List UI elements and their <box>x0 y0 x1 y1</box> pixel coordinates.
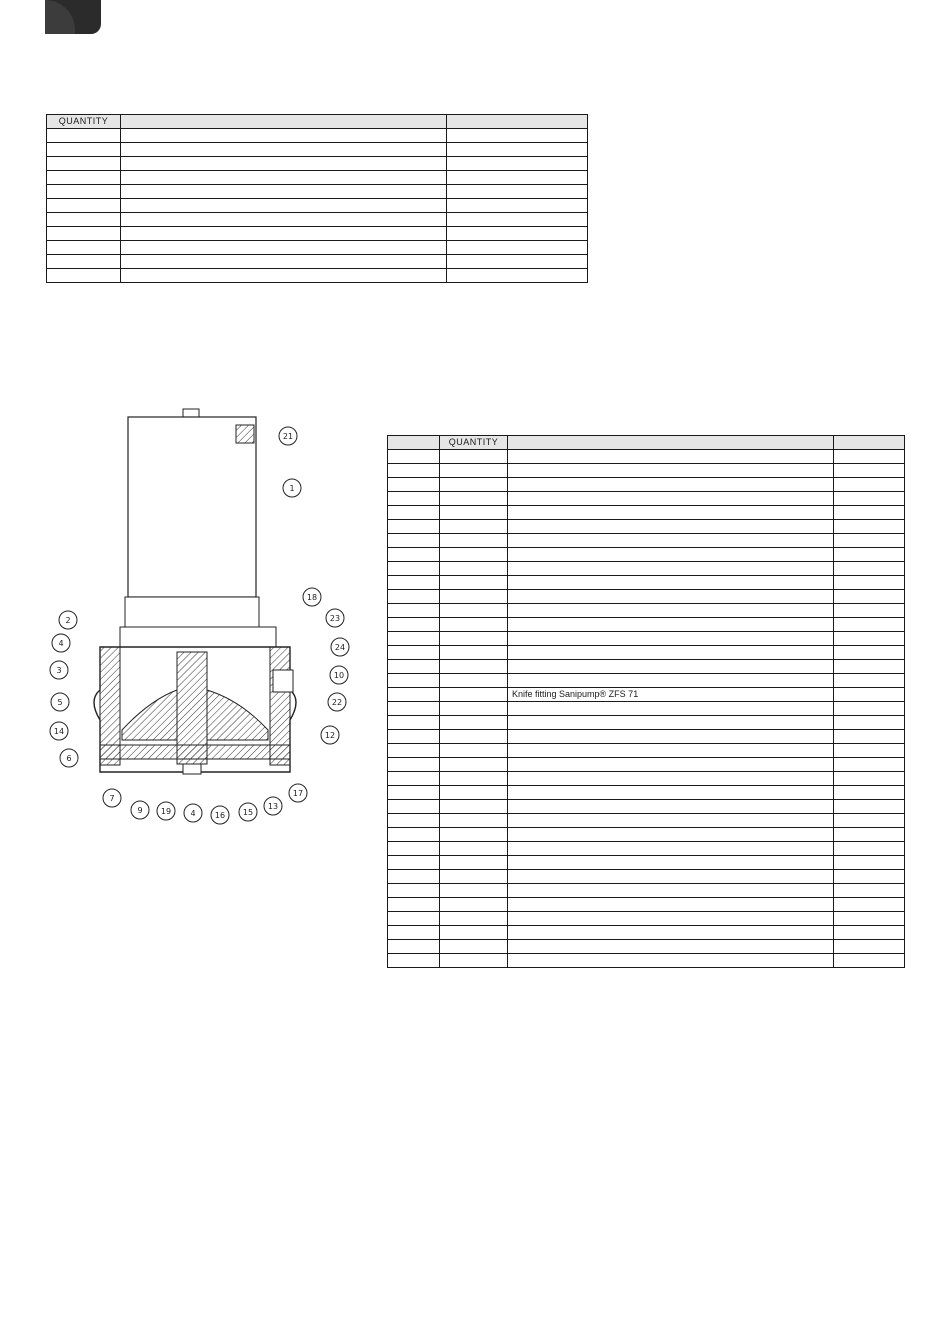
description-cell <box>508 618 834 632</box>
callout-label: 23 <box>329 614 341 623</box>
motor-cap <box>183 409 199 417</box>
description-cell <box>508 604 834 618</box>
position-cell <box>388 828 440 842</box>
code-cell <box>447 129 588 143</box>
callout-label: 17 <box>292 789 304 798</box>
quantity-cell <box>440 702 508 716</box>
quantity-cell <box>440 884 508 898</box>
description-cell <box>508 884 834 898</box>
callout-label: 10 <box>333 671 345 680</box>
description-cell <box>121 171 447 185</box>
quantity-cell <box>440 940 508 954</box>
table-row <box>47 227 588 241</box>
table-row <box>388 548 905 562</box>
table-row <box>388 744 905 758</box>
quantity-cell <box>440 632 508 646</box>
table-row <box>388 786 905 800</box>
callout-label: 3 <box>56 666 62 675</box>
code-cell <box>834 800 905 814</box>
code-cell <box>834 828 905 842</box>
table-row <box>388 576 905 590</box>
side-fitting <box>273 670 293 692</box>
quantity-cell <box>440 800 508 814</box>
table-row <box>388 940 905 954</box>
quantity-cell <box>440 506 508 520</box>
description-cell <box>508 534 834 548</box>
motor-base-band <box>125 597 259 627</box>
description-cell <box>508 590 834 604</box>
quantity-cell <box>47 157 121 171</box>
code-cell <box>834 730 905 744</box>
code-cell <box>834 506 905 520</box>
table-row <box>388 674 905 688</box>
position-cell <box>388 674 440 688</box>
position-cell <box>388 730 440 744</box>
callout-label: 19 <box>160 807 172 816</box>
description-cell <box>508 702 834 716</box>
code-cell <box>834 870 905 884</box>
quantity-cell <box>440 870 508 884</box>
quantity-cell <box>440 828 508 842</box>
code-cell <box>834 548 905 562</box>
code-cell <box>834 632 905 646</box>
quantity-cell <box>47 213 121 227</box>
position-header <box>388 436 440 450</box>
quantity-cell <box>440 646 508 660</box>
table-row <box>47 129 588 143</box>
description-cell <box>508 856 834 870</box>
code-cell <box>834 604 905 618</box>
description-cell <box>508 674 834 688</box>
code-cell <box>447 185 588 199</box>
description-cell <box>508 506 834 520</box>
description-cell <box>508 450 834 464</box>
position-cell <box>388 870 440 884</box>
table-row <box>388 562 905 576</box>
description-cell <box>508 646 834 660</box>
table-header-row <box>47 115 588 129</box>
description-cell <box>508 828 834 842</box>
quantity-cell <box>440 450 508 464</box>
callout-label: 24 <box>334 643 346 652</box>
position-cell <box>388 772 440 786</box>
table-row <box>388 800 905 814</box>
position-cell <box>388 576 440 590</box>
description-cell <box>508 954 834 968</box>
table-row <box>47 241 588 255</box>
description-cell <box>508 772 834 786</box>
position-cell <box>388 758 440 772</box>
description-cell <box>508 660 834 674</box>
quantity-cell <box>440 618 508 632</box>
description-cell <box>508 576 834 590</box>
position-cell <box>388 912 440 926</box>
table-row <box>47 143 588 157</box>
code-cell <box>834 534 905 548</box>
quantity-cell <box>440 548 508 562</box>
quantity-cell <box>440 492 508 506</box>
table-row <box>388 618 905 632</box>
description-cell <box>508 926 834 940</box>
code-cell <box>834 702 905 716</box>
table-row <box>388 870 905 884</box>
code-cell <box>834 562 905 576</box>
position-cell <box>388 450 440 464</box>
callout-label: 9 <box>137 806 143 815</box>
code-cell <box>834 940 905 954</box>
quantity-header: QUANTITY <box>47 115 121 129</box>
table-row <box>388 604 905 618</box>
callout-label: 13 <box>267 802 279 811</box>
table-row <box>388 828 905 842</box>
quantity-cell <box>440 716 508 730</box>
code-cell <box>834 954 905 968</box>
quantity-cell <box>440 520 508 534</box>
code-cell <box>834 688 905 702</box>
motor-housing <box>128 417 256 597</box>
description-cell <box>508 464 834 478</box>
code-cell <box>834 660 905 674</box>
position-cell <box>388 534 440 548</box>
callout-label: 22 <box>331 698 343 707</box>
quantity-cell <box>440 660 508 674</box>
code-cell <box>447 157 588 171</box>
code-cell <box>834 618 905 632</box>
code-cell <box>834 478 905 492</box>
position-cell <box>388 716 440 730</box>
code-cell <box>834 758 905 772</box>
description-cell <box>121 157 447 171</box>
callout-label: 16 <box>214 811 226 820</box>
description-cell <box>121 143 447 157</box>
description-cell <box>508 716 834 730</box>
code-cell <box>834 450 905 464</box>
code-cell <box>834 646 905 660</box>
callout-label: 21 <box>282 432 294 441</box>
code-cell <box>834 814 905 828</box>
quantity-cell <box>47 255 121 269</box>
callout-label: 5 <box>57 698 63 707</box>
table-row <box>388 520 905 534</box>
description-cell <box>508 800 834 814</box>
description-cell <box>121 241 447 255</box>
table-row <box>47 269 588 283</box>
quantity-cell <box>47 129 121 143</box>
description-cell <box>121 129 447 143</box>
description-cell <box>508 758 834 772</box>
quantity-cell <box>47 199 121 213</box>
description-cell <box>508 520 834 534</box>
code-cell <box>834 674 905 688</box>
table-row <box>388 632 905 646</box>
description-cell <box>508 898 834 912</box>
quantity-cell <box>440 576 508 590</box>
description-cell <box>508 912 834 926</box>
description-cell <box>508 478 834 492</box>
description-cell <box>508 814 834 828</box>
code-cell <box>834 856 905 870</box>
table-row <box>47 171 588 185</box>
callout-label: 14 <box>53 727 65 736</box>
table-row <box>388 856 905 870</box>
code-header <box>834 436 905 450</box>
page-corner-tab <box>45 0 101 34</box>
description-cell <box>121 199 447 213</box>
code-cell <box>834 576 905 590</box>
quantity-cell <box>440 744 508 758</box>
description-cell: Knife fitting Sanipump® ZFS 71 <box>508 688 834 702</box>
quantity-cell <box>440 590 508 604</box>
table-row <box>388 450 905 464</box>
pump-cross-section-diagram <box>40 400 354 830</box>
callout-label: 1 <box>289 484 295 493</box>
position-cell <box>388 478 440 492</box>
table-row <box>388 506 905 520</box>
right-parts-table <box>387 435 905 968</box>
position-cell <box>388 688 440 702</box>
table-row <box>388 842 905 856</box>
position-cell <box>388 520 440 534</box>
description-cell <box>121 185 447 199</box>
motor-flange <box>120 627 276 647</box>
table-row <box>47 255 588 269</box>
quantity-cell <box>440 786 508 800</box>
position-cell <box>388 926 440 940</box>
quantity-cell <box>440 842 508 856</box>
table-row <box>47 213 588 227</box>
callout-label: 2 <box>65 616 71 625</box>
top-fitting <box>236 425 254 443</box>
description-cell <box>508 940 834 954</box>
position-cell <box>388 954 440 968</box>
description-header <box>121 115 447 129</box>
table-row <box>388 884 905 898</box>
quantity-cell <box>440 758 508 772</box>
callout-label: 18 <box>306 593 318 602</box>
table-row <box>388 492 905 506</box>
description-cell <box>508 842 834 856</box>
position-cell <box>388 660 440 674</box>
code-header <box>447 115 588 129</box>
bottom-nut <box>183 764 201 774</box>
position-cell <box>388 800 440 814</box>
table-row <box>388 716 905 730</box>
position-cell <box>388 884 440 898</box>
code-cell <box>834 786 905 800</box>
code-cell <box>834 898 905 912</box>
quantity-cell <box>440 926 508 940</box>
code-cell <box>447 269 588 283</box>
quantity-header: QUANTITY <box>440 436 508 450</box>
description-cell <box>508 492 834 506</box>
quantity-cell <box>440 674 508 688</box>
quantity-cell <box>440 464 508 478</box>
description-cell <box>508 744 834 758</box>
table-row <box>388 758 905 772</box>
position-cell <box>388 940 440 954</box>
quantity-cell <box>47 185 121 199</box>
table-row <box>388 814 905 828</box>
code-cell <box>447 143 588 157</box>
description-cell <box>508 730 834 744</box>
description-cell <box>121 269 447 283</box>
quantity-cell <box>440 898 508 912</box>
position-cell <box>388 548 440 562</box>
table-row <box>388 772 905 786</box>
code-cell <box>834 520 905 534</box>
code-cell <box>834 744 905 758</box>
table-row <box>388 534 905 548</box>
position-cell <box>388 618 440 632</box>
position-cell <box>388 562 440 576</box>
position-cell <box>388 646 440 660</box>
callout-label: 7 <box>109 794 115 803</box>
quantity-cell <box>47 227 121 241</box>
table-row <box>388 702 905 716</box>
quantity-cell <box>47 241 121 255</box>
callout-label: 4 <box>58 639 64 648</box>
table-row <box>388 954 905 968</box>
table-row <box>388 646 905 660</box>
description-cell <box>508 548 834 562</box>
quantity-cell <box>440 604 508 618</box>
quantity-cell <box>440 478 508 492</box>
table-row <box>47 185 588 199</box>
quantity-cell <box>47 143 121 157</box>
code-cell <box>834 842 905 856</box>
position-cell <box>388 590 440 604</box>
position-cell <box>388 506 440 520</box>
position-cell <box>388 464 440 478</box>
callout-label: 12 <box>324 731 336 740</box>
code-cell <box>834 716 905 730</box>
description-cell <box>121 255 447 269</box>
table-header-row <box>388 436 905 450</box>
position-cell <box>388 702 440 716</box>
description-cell <box>508 786 834 800</box>
table-row <box>47 199 588 213</box>
position-cell <box>388 856 440 870</box>
table-row <box>388 688 905 702</box>
callout-label: 4 <box>190 809 196 818</box>
code-cell <box>447 255 588 269</box>
description-cell <box>121 227 447 241</box>
table-row <box>388 590 905 604</box>
code-cell <box>447 171 588 185</box>
quantity-cell <box>440 688 508 702</box>
description-cell <box>508 870 834 884</box>
quantity-cell <box>47 269 121 283</box>
code-cell <box>834 464 905 478</box>
code-cell <box>447 241 588 255</box>
code-cell <box>834 926 905 940</box>
code-cell <box>834 590 905 604</box>
quantity-cell <box>440 534 508 548</box>
description-cell <box>508 632 834 646</box>
quantity-cell <box>440 954 508 968</box>
position-cell <box>388 842 440 856</box>
code-cell <box>834 772 905 786</box>
callout-label: 6 <box>66 754 72 763</box>
quantity-cell <box>47 171 121 185</box>
position-cell <box>388 604 440 618</box>
top-parts-table <box>46 114 588 283</box>
table-row <box>47 157 588 171</box>
position-cell <box>388 632 440 646</box>
quantity-cell <box>440 856 508 870</box>
description-header <box>508 436 834 450</box>
quantity-cell <box>440 912 508 926</box>
position-cell <box>388 786 440 800</box>
table-row <box>388 464 905 478</box>
quantity-cell <box>440 814 508 828</box>
code-cell <box>834 492 905 506</box>
position-cell <box>388 744 440 758</box>
position-cell <box>388 898 440 912</box>
code-cell <box>447 213 588 227</box>
table-row <box>388 660 905 674</box>
table-row <box>388 730 905 744</box>
quantity-cell <box>440 772 508 786</box>
position-cell <box>388 814 440 828</box>
code-cell <box>834 884 905 898</box>
table-row <box>388 926 905 940</box>
table-row <box>388 898 905 912</box>
description-cell <box>508 562 834 576</box>
bottom-plate <box>100 745 290 759</box>
quantity-cell <box>440 562 508 576</box>
callout-label: 15 <box>242 808 254 817</box>
position-cell <box>388 492 440 506</box>
code-cell <box>834 912 905 926</box>
code-cell <box>447 227 588 241</box>
quantity-cell <box>440 730 508 744</box>
table-row <box>388 912 905 926</box>
code-cell <box>447 199 588 213</box>
description-cell <box>121 213 447 227</box>
table-row <box>388 478 905 492</box>
